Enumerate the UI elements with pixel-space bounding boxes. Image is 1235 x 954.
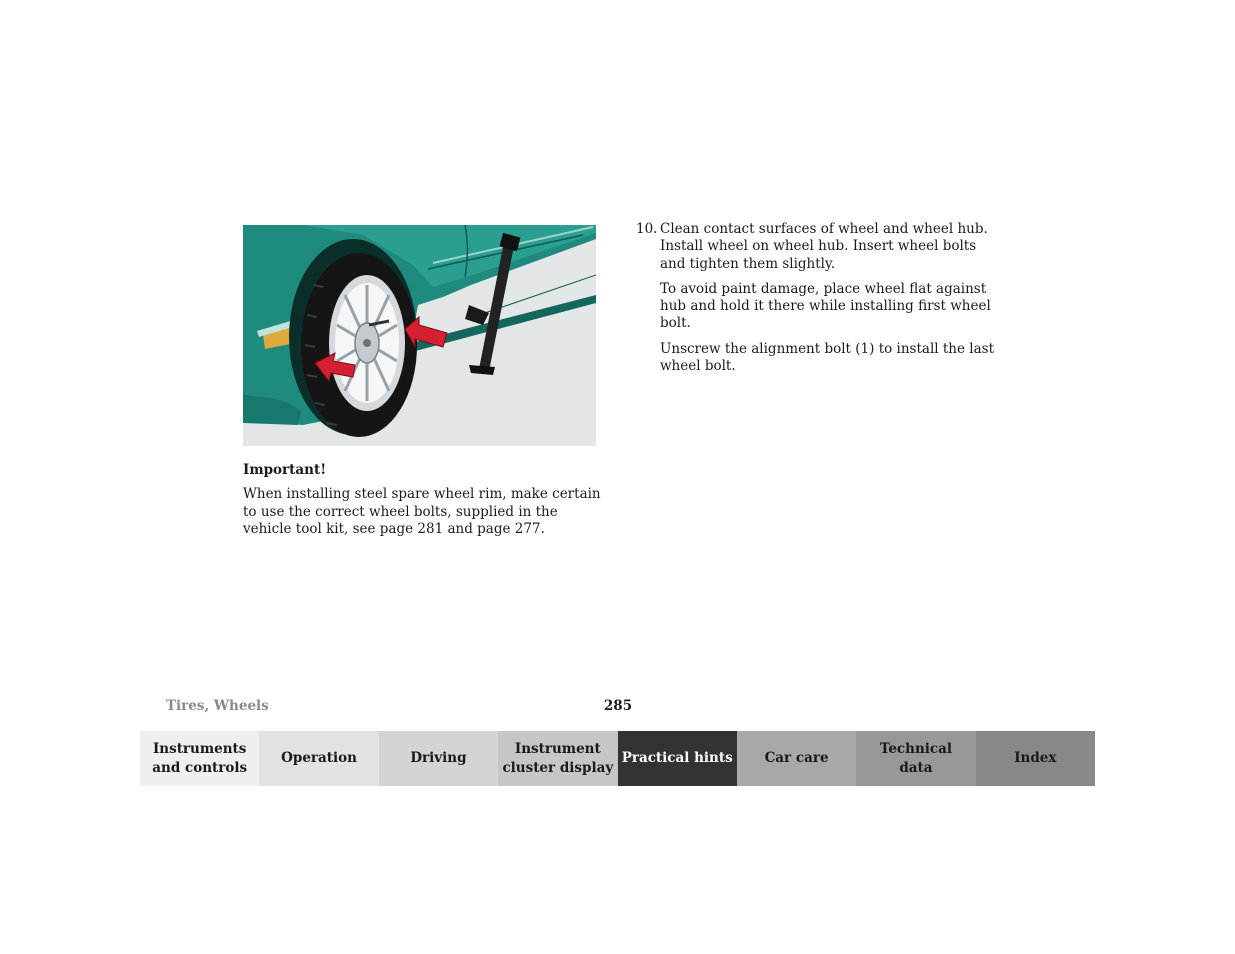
chapter-nav xyxy=(140,731,1095,786)
tab-instrument-cluster-display[interactable]: Instrument cluster display xyxy=(498,731,617,786)
tab-technical-data[interactable]: Technical data xyxy=(856,731,975,786)
tab-practical-hints[interactable]: Practical hints xyxy=(618,731,737,786)
step-body xyxy=(660,221,996,383)
step-number: 10. xyxy=(636,221,658,237)
tab-car-care[interactable]: Car care xyxy=(737,731,856,786)
step-paragraph: Unscrew the alignment bolt (1) to install the last wheel bolt. xyxy=(660,340,994,375)
tab-driving[interactable]: Driving xyxy=(379,731,498,786)
page-number: 285 xyxy=(603,698,633,714)
wheel-installation-illustration xyxy=(243,225,596,446)
tab-operation[interactable]: Operation xyxy=(259,731,378,786)
step-paragraph: To avoid paint damage, place wheel flat against hub and hold it there while installing first wheel bolt. xyxy=(660,280,991,332)
important-note: When installing steel spare wheel rim, make certain to use the correct wheel bolts, supplied in the vehicle tool kit, see page 281 and page 277. xyxy=(243,486,601,537)
section-title: Tires, Wheels xyxy=(166,698,269,714)
important-heading: Important! xyxy=(243,462,327,478)
tab-instruments-and-controls[interactable]: Instruments and controls xyxy=(140,731,259,786)
step-paragraph: Clean contact surfaces of wheel and wheel hub. Install wheel on wheel hub. Insert wheel bolts and tighten them slightly. xyxy=(660,221,988,272)
tab-index[interactable]: Index xyxy=(976,731,1095,786)
